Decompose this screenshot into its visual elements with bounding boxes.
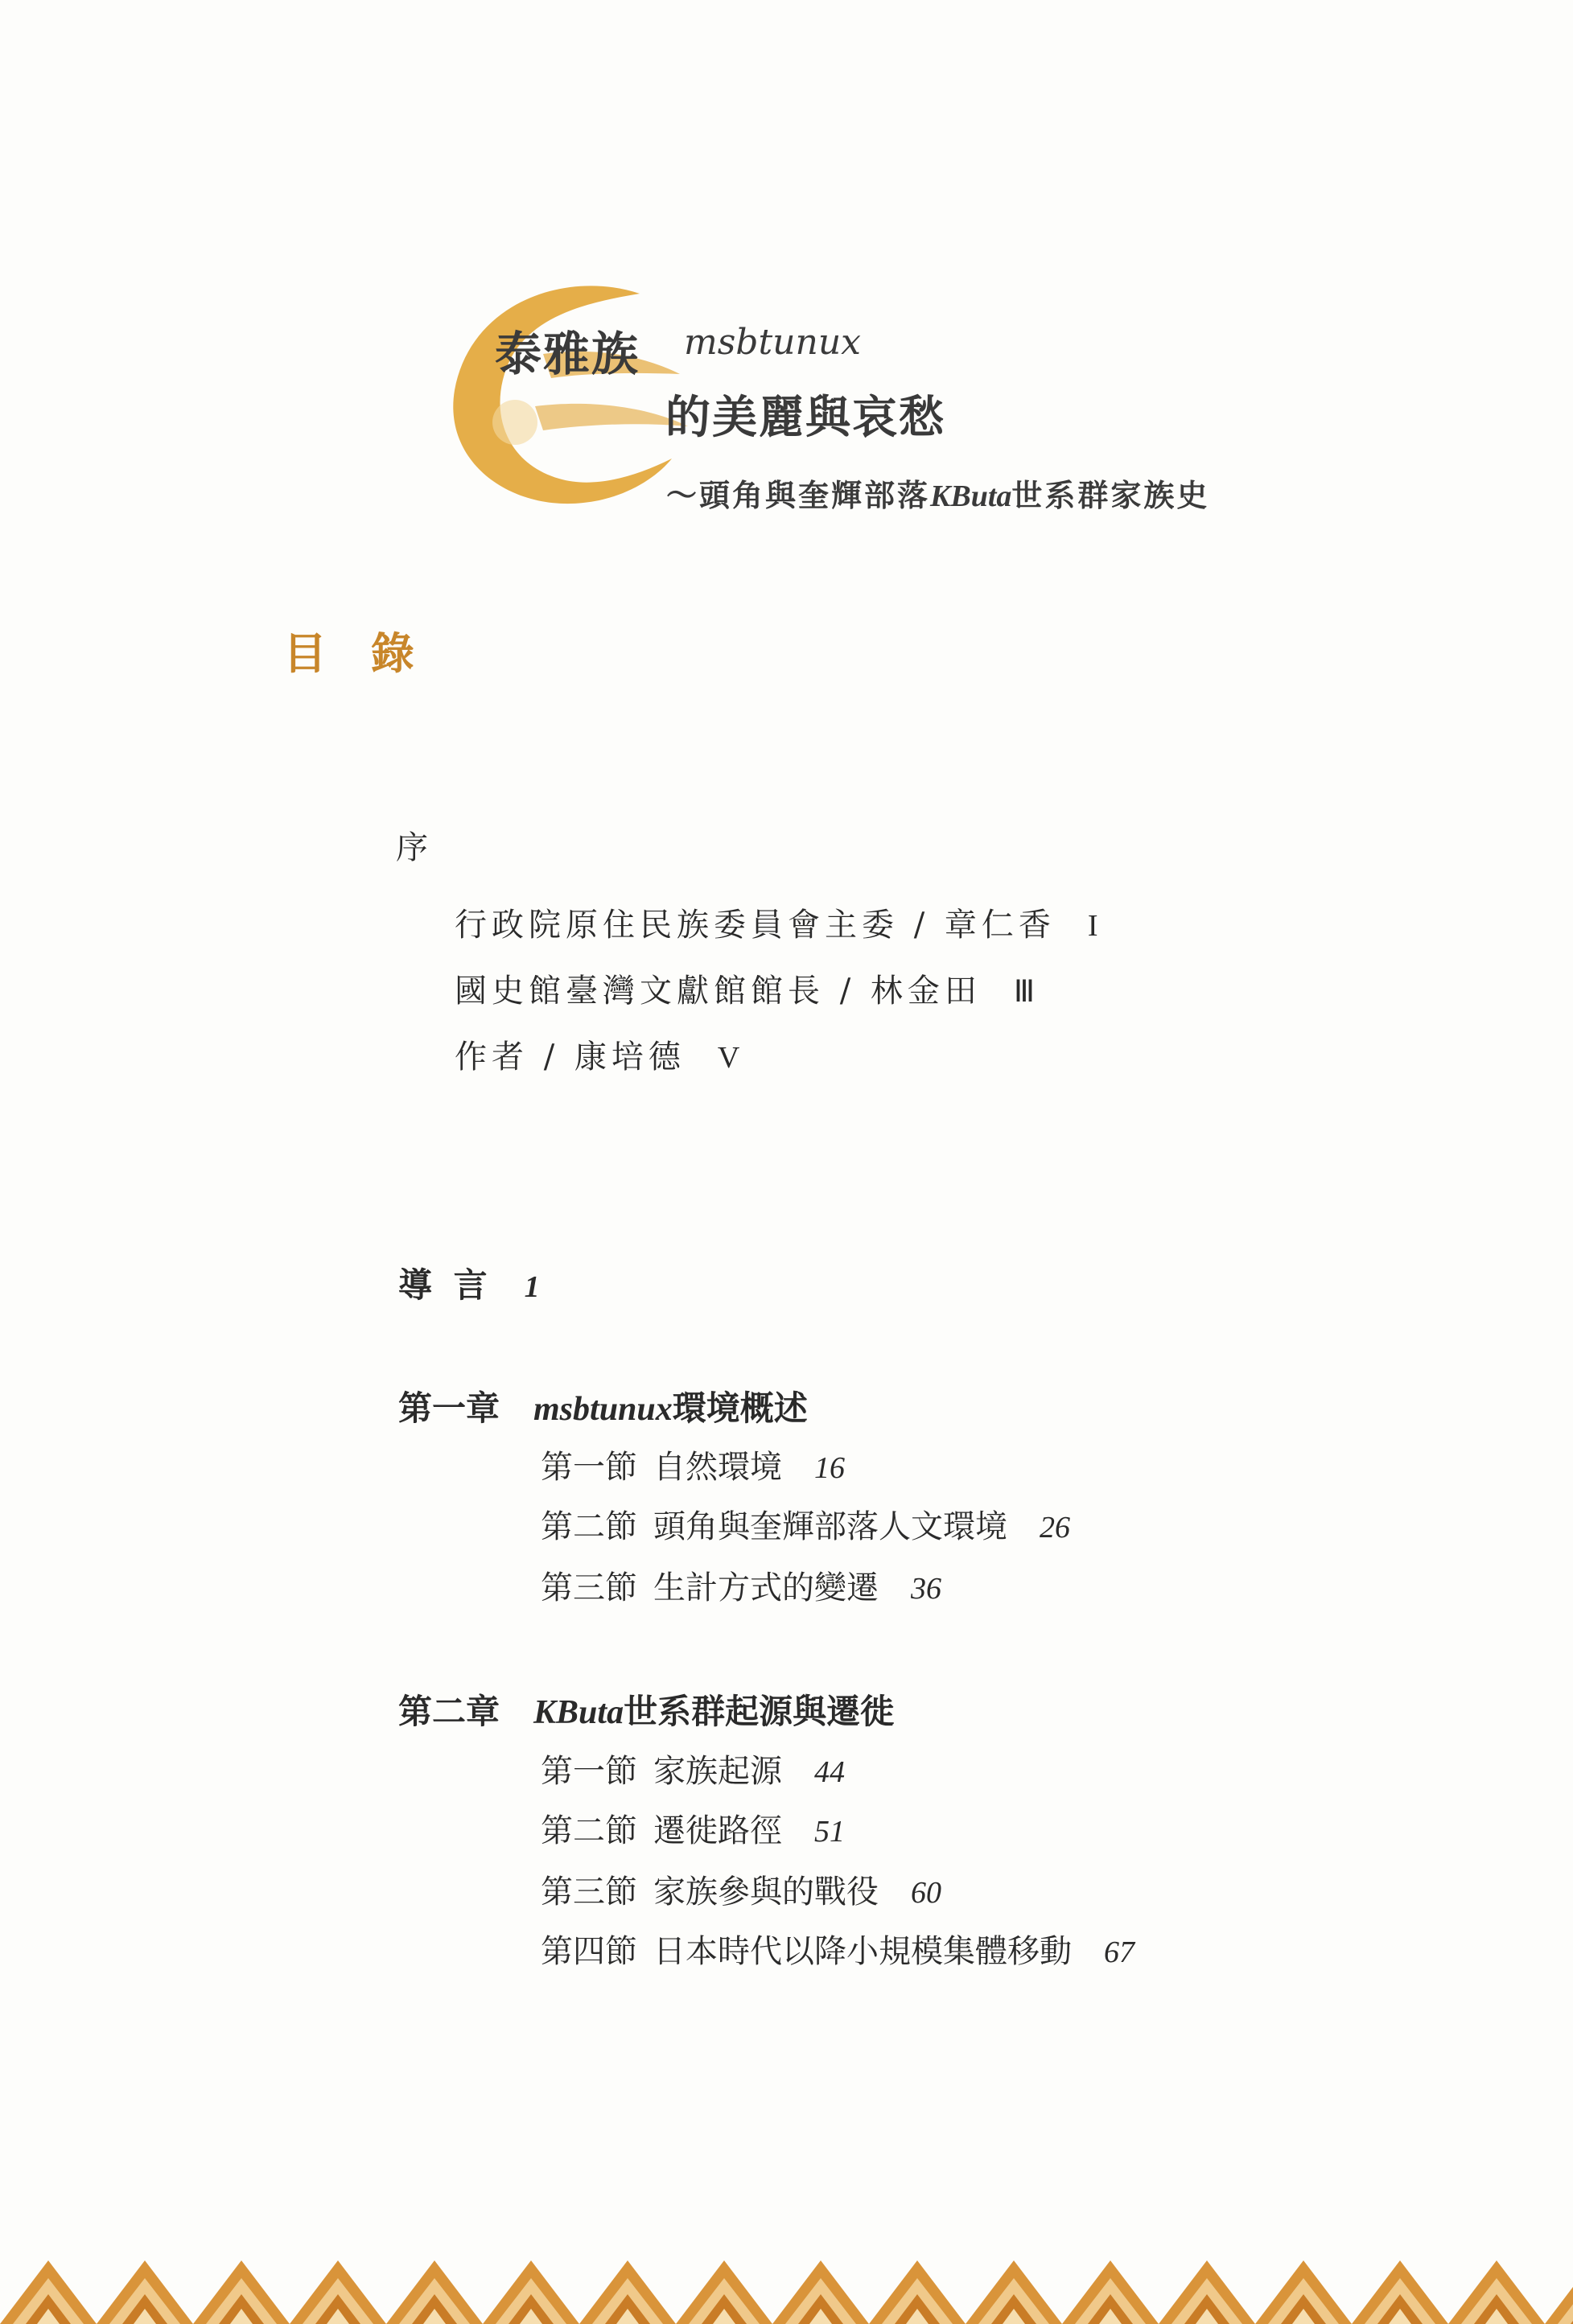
toc-section[interactable] [541,1805,845,1851]
toc-section[interactable] [541,1562,941,1608]
section-title: 家族參與的戰役 [653,1874,879,1911]
section-number: 第一節 [541,1449,637,1486]
section-title: 生計方式的變遷 [653,1569,879,1606]
toc-section[interactable] [541,1501,1070,1547]
chapter-number: 第一章 [398,1388,500,1428]
toc-section[interactable] [541,1442,845,1487]
toc-page-number: 16 [814,1451,845,1485]
ink-brush-circle-icon [439,278,696,519]
decorative-zigzag-border-icon [0,2252,1573,2324]
chapter-title: 世系群起源與遷徙 [624,1692,895,1731]
toc-section[interactable] [541,1866,941,1912]
title-part2: 的美麗與哀愁 [665,391,945,444]
toc-chapter-2[interactable] [398,1685,894,1734]
intro-label: 導 言 [398,1265,492,1305]
section-title: 家族起源 [653,1753,782,1790]
toc-entry[interactable] [455,1031,744,1077]
toc-page-number: 51 [814,1815,845,1849]
toc-section[interactable] [541,1746,845,1791]
toc-chapter-1[interactable] [398,1382,808,1430]
title-latin: msbtunux [684,322,861,363]
toc-page-number: 26 [1040,1511,1070,1545]
section-title: 遷徙路徑 [653,1812,782,1849]
toc-section[interactable] [541,1926,1134,1972]
toc-page-number: 67 [1104,1935,1134,1969]
section-title: 日本時代以降小規模集體移動 [653,1933,1072,1970]
chapter-number: 第二章 [398,1692,500,1731]
toc-page-number: 44 [814,1755,845,1789]
toc-entry[interactable] [455,899,1103,945]
toc-entry-text: 國史館臺灣文獻館館長 / 林金田 [455,973,982,1010]
toc-page-number: 60 [911,1876,941,1910]
book-subtitle [666,471,1209,515]
toc-page-number: 36 [911,1572,941,1606]
toc-entry[interactable] [455,965,1040,1011]
section-number: 第四節 [541,1933,637,1970]
toc-intro[interactable] [398,1259,540,1307]
toc-page-number: 1 [524,1270,540,1304]
toc-entry-text: 作者 / 康培德 [455,1039,686,1076]
chapter-title-latin: KButa [533,1694,624,1731]
toc-page-number: V [717,1041,745,1075]
section-number: 第二節 [541,1812,637,1849]
toc-heading: 目 錄 [283,627,429,679]
section-title: 自然環境 [653,1449,782,1486]
section-number: 第一節 [541,1753,637,1790]
toc-page-number: Ⅲ [1013,975,1040,1009]
chapter-title-latin: msbtunux [533,1391,673,1428]
section-number: 第三節 [541,1569,637,1606]
subtitle-suffix: 世系群家族史 [1011,477,1210,513]
book-title-header [439,278,1404,519]
title-part1: 泰雅族 [495,327,640,381]
chapter-title: 環境概述 [672,1388,808,1428]
toc-entry-text: 行政院原住民族委員會主委 / 章仁香 [455,907,1056,944]
section-number: 第三節 [541,1874,637,1911]
subtitle-latin: KButa [930,479,1012,513]
preface-label: 序 [396,829,433,866]
section-title: 頭角與奎輝部落人文環境 [653,1508,1007,1545]
subtitle-prefix: ～頭角與奎輝部落 [666,477,931,513]
section-number: 第二節 [541,1508,637,1545]
toc-page-number: I [1087,909,1103,943]
